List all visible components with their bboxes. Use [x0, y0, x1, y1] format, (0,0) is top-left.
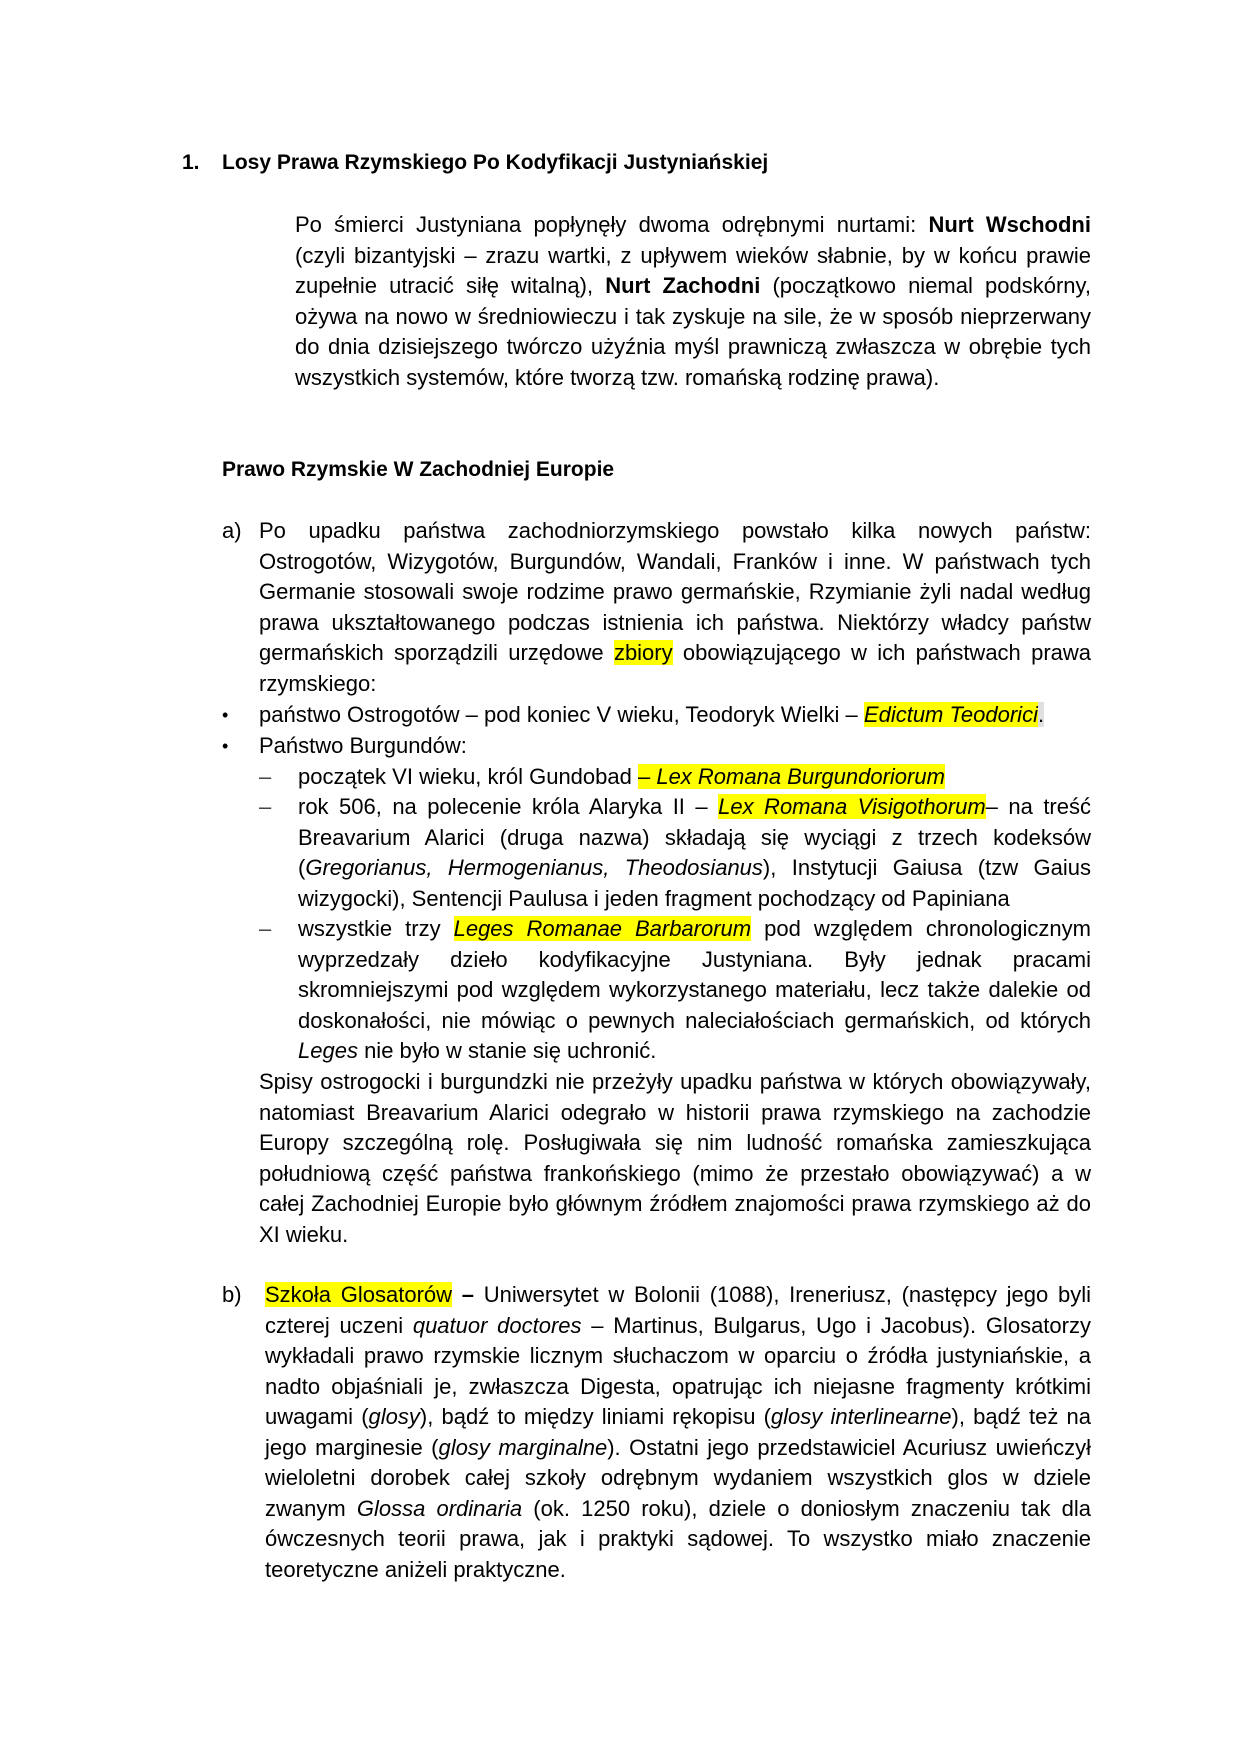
heading-title: Losy Prawa Rzymskiego Po Kodyfikacji Justyniańskiej [222, 151, 769, 174]
section-b-paragraph [265, 1280, 1091, 1585]
paragraph-text: ), bądź też na jego marginesie ( [265, 1404, 1091, 1460]
intro-bold-term: Nurt Wschodni [928, 212, 1091, 237]
bullet-period: . [1037, 702, 1045, 727]
italic-term: Glossa ordinaria [356, 1495, 523, 1521]
highlighted-term: zbiory [613, 640, 673, 665]
subheading: Prawo Rzymskie W Zachodniej Europie [222, 458, 615, 481]
list-marker-b: b) [222, 1282, 242, 1307]
intro-text: (czyli bizantyjski – zrazu wartki, z upływem wieków słabnie, by w końcu prawie zupełnie utracić siłę witalną), [295, 242, 1091, 298]
intro-text: (początkowo niemal podskórny, ożywa na nowo w średniowieczu i tak zyskuje na sile, że w sposób nieprzerwany do dnia dzisiejszego twórczo użyźnia myśl prawniczą zwłaszcza w obrębie tych wszystkich systemów, które tworzą tzw. romańską rodzinę prawa). [295, 273, 1091, 390]
paragraph-text: ), bądź to między liniami rękopisu ( [419, 1404, 771, 1429]
dash-text: ), Instytucji Gaiusa (tzw Gaius wizygocki), Sentencji Paulusa i jeden fragment pochodzący od Papiniana [298, 855, 1091, 911]
italic-term: Leges [298, 1038, 358, 1063]
highlighted-term: Leges Romanae Barbarorum [453, 916, 752, 941]
dash-icon: – [259, 794, 272, 819]
highlighted-dash: – [637, 764, 657, 789]
intro-bold-term: Nurt Zachodni [605, 273, 761, 298]
highlighted-term: Lex Romana Burgundoriorum [656, 764, 945, 789]
italic-term: Gregorianus, Hermogenianus, Theodosianus [305, 855, 763, 880]
section-a-summary: Spisy ostrogocki i burgundzki nie przeżyły upadku państwa w których obowiązywały, natomiast Breavarium Alarici odegrało w historii prawa rzymskiego na zachodzie Europy szczególną rolę. Posługiwała się nim ludność romańska zamieszkująca południową część państwa frankońskiego (mimo że przestało obowiązywać) a w całej Zachodniej Europie było głównym źródłem znajomości prawa rzymskiego aż do XI wieku. [259, 1069, 1091, 1247]
italic-term: glosy interlinearne [770, 1404, 952, 1429]
italic-term: glosy marginalne [438, 1434, 608, 1460]
bullet-item: Państwo Burgundów: [259, 733, 467, 758]
intro-text: Po śmierci Justyniana popłynęły dwoma odrębnymi nurtami: [295, 212, 929, 237]
bullet-icon: • [222, 736, 229, 756]
dash-text: wszystkie trzy [298, 916, 454, 941]
italic-term: glosy [368, 1404, 420, 1429]
dash-item [298, 914, 1091, 1067]
paragraph-text: obowiązującego w ich państwach prawa rzymskiego: [259, 640, 1092, 696]
highlighted-term: Edictum Teodorici [863, 702, 1038, 727]
intro-paragraph [295, 210, 1091, 393]
bullet-text: państwo Ostrogotów – pod koniec V wieku, Teodoryk Wielki – [259, 702, 864, 727]
dash-text: – na treść Breavarium Alarici (druga nazwa) składają się wyciągi z trzech kodeksów ( [298, 794, 1091, 880]
section-a-paragraph [259, 516, 1091, 699]
section-heading [182, 148, 1082, 179]
bold-dash: – [452, 1282, 474, 1307]
bullet-item [259, 700, 1091, 731]
highlighted-term: Szkoła Glosatorów [265, 1282, 453, 1307]
dash-text: rok 506, na polecenie króla Alaryka II – [298, 794, 719, 819]
dash-item [298, 762, 1091, 793]
dash-item [298, 792, 1091, 914]
paragraph-text: Po upadku państwa zachodniorzymskiego powstało kilka nowych państw: Ostrogotów, Wizygotów, Burgundów, Wandali, Franków i inne. W państwach tych Germanie stosowali swoje rodzime prawo germańskie, Rzymianie żyli nadal według prawa ukształtowanego podczas istnienia ich państwa. Niektórzy władcy państw germańskich sporządzili urzędowe [259, 518, 1091, 665]
dash-text: nie było w stanie się uchronić. [357, 1038, 657, 1063]
dash-text: pod względem chronologicznym wyprzedzały dzieło kodyfikacyjne Justyniana. Były jednak pracami skromniejszymi pod względem wykorzystanego materiału, lecz także dalekie od doskonałości, nie mówiąc o pewnych naleciałościach germańskich, od których [298, 916, 1091, 1033]
paragraph-text: ). Ostatni jego przedstawiciel Acuriusz uwieńczył wieloletni dorobek całej szkoły odrębnym wydaniem wszystkich glos w dziele zwanym [265, 1434, 1092, 1521]
dash-text: początek VI wieku, król Gundobad [298, 764, 638, 789]
paragraph-text: Uniwersytet w Bolonii (1088), Ireneriusz, (następcy jego byli czterej uczeni [265, 1282, 1091, 1338]
paragraph-text: (ok. 1250 roku), dziele o doniosłym znaczeniu tak dla ówczesnych teorii prawa, jak i praktyki sądowej. To wszystko miało znaczenie teoretyczne aniżeli praktyczne. [265, 1495, 1091, 1582]
list-marker-a: a) [222, 518, 242, 543]
heading-number: 1. [182, 151, 200, 174]
bullet-icon: • [222, 705, 229, 725]
dash-icon: – [259, 916, 272, 941]
dash-icon: – [259, 764, 272, 789]
highlighted-term: Lex Romana Visigothorum [718, 794, 986, 819]
paragraph-text: – Martinus, Bulgarus, Ugo i Jacobus). Glosatorzy wykładali prawo rzymskie licznym słuchaczom w oparciu o źródła justyniańskie, a nadto objaśniali je, zwłaszcza Digesta, opatrując ich niejasne fragmenty krótkimi uwagami ( [265, 1312, 1091, 1429]
italic-term: quatuor doctores [412, 1312, 582, 1338]
